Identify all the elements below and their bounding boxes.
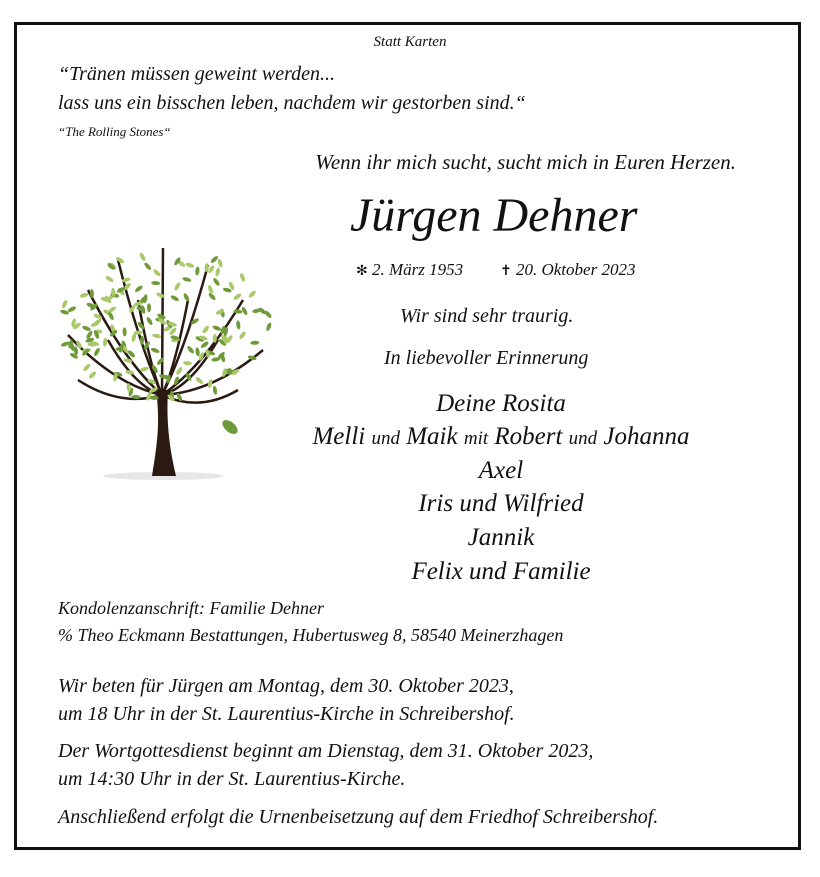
tree-leaf — [82, 363, 91, 372]
tree-leaf — [79, 292, 89, 298]
tree-leaf — [61, 299, 68, 309]
family-line-1: Deine Rosita — [436, 390, 566, 417]
tree-leaf — [103, 337, 108, 346]
family-line-4: Iris und Wilfried — [418, 490, 584, 517]
tree-leaf — [93, 347, 101, 357]
tree-leaf — [182, 276, 192, 282]
tree-leaf — [147, 303, 151, 312]
tree-leaf — [215, 267, 221, 277]
tree-leaf — [212, 386, 218, 396]
tree-leaf — [238, 331, 247, 341]
memory-text: In liebevoller Erinnerung — [384, 347, 589, 369]
sad-text: Wir sind sehr traurig. — [400, 305, 574, 327]
tree-leaf — [213, 334, 217, 343]
tree-leaf — [236, 320, 241, 329]
tree-leaf — [210, 255, 219, 264]
star-icon: ✻ — [356, 263, 368, 279]
tree-leaf — [122, 327, 126, 336]
service-line-2: um 18 Uhr in der St. Laurentius-Kirche in Schreibershof. — [58, 703, 515, 725]
tree-leaf — [248, 290, 257, 299]
tree-illustration — [48, 240, 283, 485]
tree-leaf — [207, 284, 214, 294]
tree-leaf — [186, 345, 195, 354]
quote-author: “The Rolling Stones“ — [58, 124, 171, 139]
tree-leaf — [212, 325, 222, 332]
tree-leaf — [217, 258, 223, 268]
tree-leaf — [195, 347, 200, 357]
tree-leaf — [204, 263, 209, 272]
cross-icon: ✝ — [500, 263, 512, 279]
family-line-2: Melli und Maik mit Robert und Johanna — [312, 423, 690, 450]
tree-leaf — [151, 281, 160, 286]
tree-leaf — [200, 340, 210, 349]
tree-leaf — [156, 292, 166, 299]
tree-leaf — [67, 305, 77, 313]
service-line-4: um 14:30 Uhr in der St. Laurentius-Kirche. — [58, 768, 406, 790]
tree-leaf — [185, 262, 195, 269]
tree-leaf — [134, 284, 144, 293]
tree-leaf — [152, 333, 162, 339]
tree-leaf — [150, 347, 160, 354]
service-line-5: Anschließend erfolgt die Urnenbeisetzung auf dem Friedhof Schreibershof. — [58, 806, 659, 828]
tree-leaf — [195, 266, 200, 275]
tree-leaf — [146, 316, 154, 326]
service-line-3: Der Wortgottesdienst beginnt am Dienstag, dem 31. Oktober 2023, — [58, 740, 594, 762]
header-text: Statt Karten — [373, 34, 447, 50]
tree-leaf — [183, 361, 192, 366]
tree-leaf — [212, 277, 221, 287]
tree-branches — [68, 248, 263, 476]
tree-leaf — [115, 256, 125, 264]
quote-line-1: “Tränen müssen geweint werden... — [58, 63, 336, 85]
tree-leaf — [82, 325, 92, 332]
tree-trunk — [152, 390, 176, 476]
tree-leaf — [170, 294, 180, 302]
tree-leaf — [201, 325, 210, 335]
tree-leaf — [265, 322, 272, 332]
tree-leaf — [173, 282, 181, 292]
motto: Wenn ihr mich sucht, sucht mich in Euren Herzen. — [315, 150, 736, 174]
birth-date: ✻ 2. März 1953 — [356, 260, 464, 279]
tree-leaf — [105, 275, 115, 283]
tree-leaf — [233, 292, 243, 301]
tree-leaf — [152, 268, 161, 277]
tree-leaf — [250, 341, 259, 345]
tree-leaf — [239, 272, 246, 282]
family-line-6: Felix und Familie — [411, 558, 591, 585]
service-line-1: Wir beten für Jürgen am Montag, dem 30. Oktober 2023, — [58, 675, 514, 697]
tree-leaf — [156, 357, 165, 366]
condolence-line-1: Kondolenzanschrift: Familie Dehner — [58, 598, 324, 618]
death-date: ✝ 20. Oktober 2023 — [500, 260, 636, 279]
tree-leaf — [143, 262, 152, 271]
tree-leaf — [139, 252, 147, 262]
family-line-5: Jannik — [467, 524, 535, 551]
tree-leaf — [195, 376, 204, 385]
quote-line-2: lass uns ein bisschen leben, nachdem wir gestorben sind.“ — [58, 92, 526, 114]
deceased-name: Jürgen Dehner — [350, 189, 638, 242]
condolence-line-2: % Theo Eckmann Bestattungen, Hubertusweg 8, 58540 Meinerzhagen — [58, 625, 564, 645]
tree-leaf — [88, 370, 97, 379]
tree-leaf — [175, 366, 183, 376]
family-line-3: Axel — [478, 457, 524, 484]
falling-leaf — [220, 417, 240, 436]
tree-leaf — [60, 309, 70, 315]
